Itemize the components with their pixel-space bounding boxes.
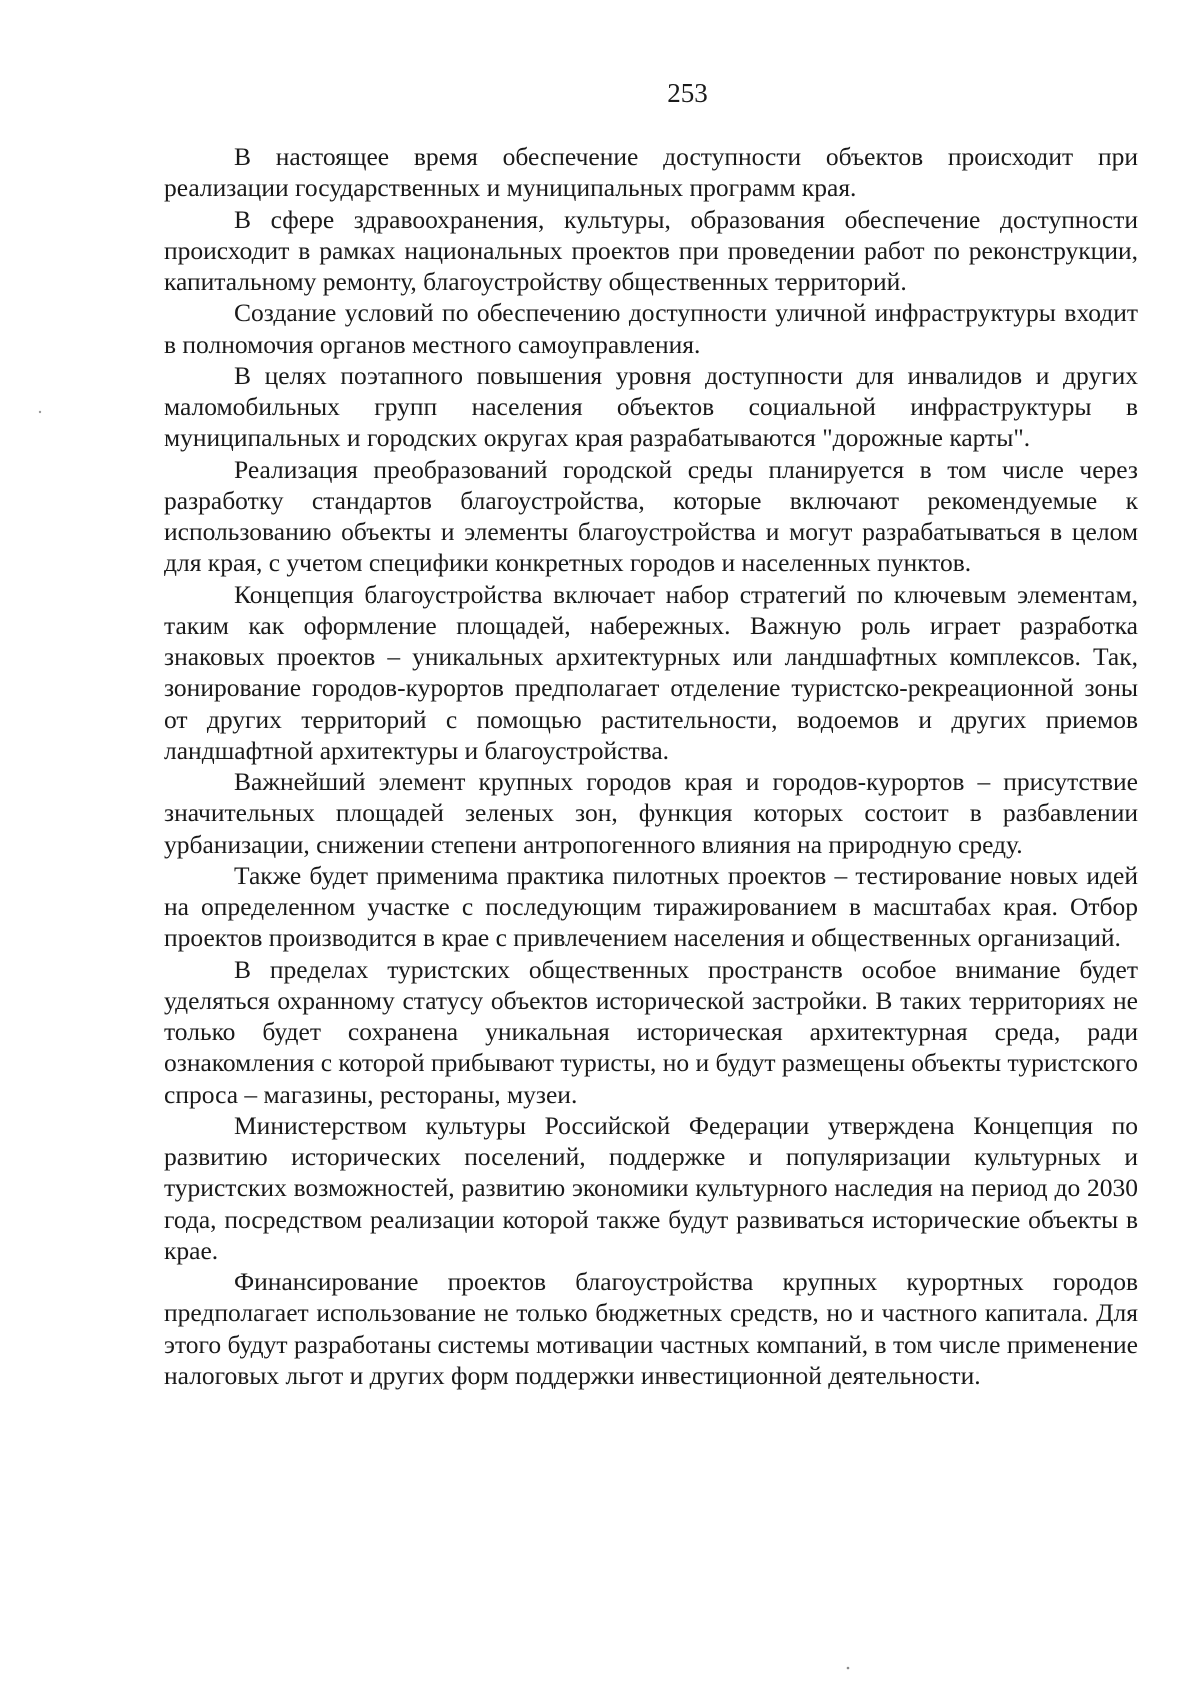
paragraph: В сфере здравоохранения, культуры, образования обеспечение доступности происходит в рамках национальных проектов при проведении работ по реконструкции, капитальному ремонту, благоустройству общественных территорий.: [164, 204, 1138, 296]
paragraph: Финансирование проектов благоустройства крупных курортных городов предполагает использование не только бюджетных средств, но и частного капитала. Для этого будут разработаны системы мотивации частных компаний, в том числе применение налоговых льгот и других форм поддержки инвестиционной деятельности.: [164, 1267, 1138, 1390]
scan-speck: [847, 1667, 850, 1670]
paragraph: Министерством культуры Российской Федерации утверждена Концепция по развитию исторических поселений, поддержке и популяризации культурных и туристских возможностей, развитию экономики культурного наследия на период до 2030 года, посредством реализации которой также будут развиваться исторические объекты в крае.: [164, 1110, 1138, 1265]
paragraph: В пределах туристских общественных пространств особое внимание будет уделяться охранному статусу объектов исторической застройки. В таких территориях не только будет сохранена уникальная историческая архитектурная среда, ради ознакомления с которой прибывают туристы, но и будут размещены объекты туристского спроса – магазины, рестораны, музеи.: [164, 954, 1138, 1109]
paragraph: В целях поэтапного повышения уровня доступности для инвалидов и других маломобильных групп населения объектов социальной инфраструктуры в муниципальных и городских округах края разрабатываются "дорожные карты".: [164, 360, 1138, 453]
paragraph: Реализация преобразований городской среды планируется в том числе через разработку стандартов благоустройства, которые включают рекомендуемые к использованию объекты и элементы благоустройства и могут разрабатываться в целом для края, с учетом специфики конкретных городов и населенных пунктов.: [164, 454, 1138, 578]
paragraph: В настоящее время обеспечение доступности объектов происходит при реализации государственных и муниципальных программ края.: [164, 142, 1138, 203]
paragraph: Создание условий по обеспечению доступности уличной инфраструктуры входит в полномочия органов местного самоуправления.: [164, 298, 1138, 359]
paragraph: Концепция благоустройства включает набор стратегий по ключевым элементам, таким как оформление площадей, набережных. Важную роль играет разработка знаковых проектов – уникальных архитектурных или ландшафтных комплексов. Так, зонирование городов-курортов предполагает отделение туристско-рекреационной зоны от других территорий с помощью растительности, водоемов и других приемов ландшафтной архитектуры и благоустройства.: [164, 579, 1138, 765]
page-number: 253: [667, 78, 708, 108]
body-text: [164, 141, 1138, 1391]
paragraph: Также будет применима практика пилотных проектов – тестирование новых идей на определенном участке с последующим тиражированием в масштабах края. Отбор проектов производится в крае с привлечением населения и общественных организаций.: [164, 860, 1138, 953]
paragraph: Важнейший элемент крупных городов края и городов-курортов – присутствие значительных площадей зеленых зон, функция которых состоит в разбавлении урбанизации, снижении степени антропогенного влияния на природную среду.: [164, 767, 1138, 859]
scan-speck: [39, 411, 41, 413]
